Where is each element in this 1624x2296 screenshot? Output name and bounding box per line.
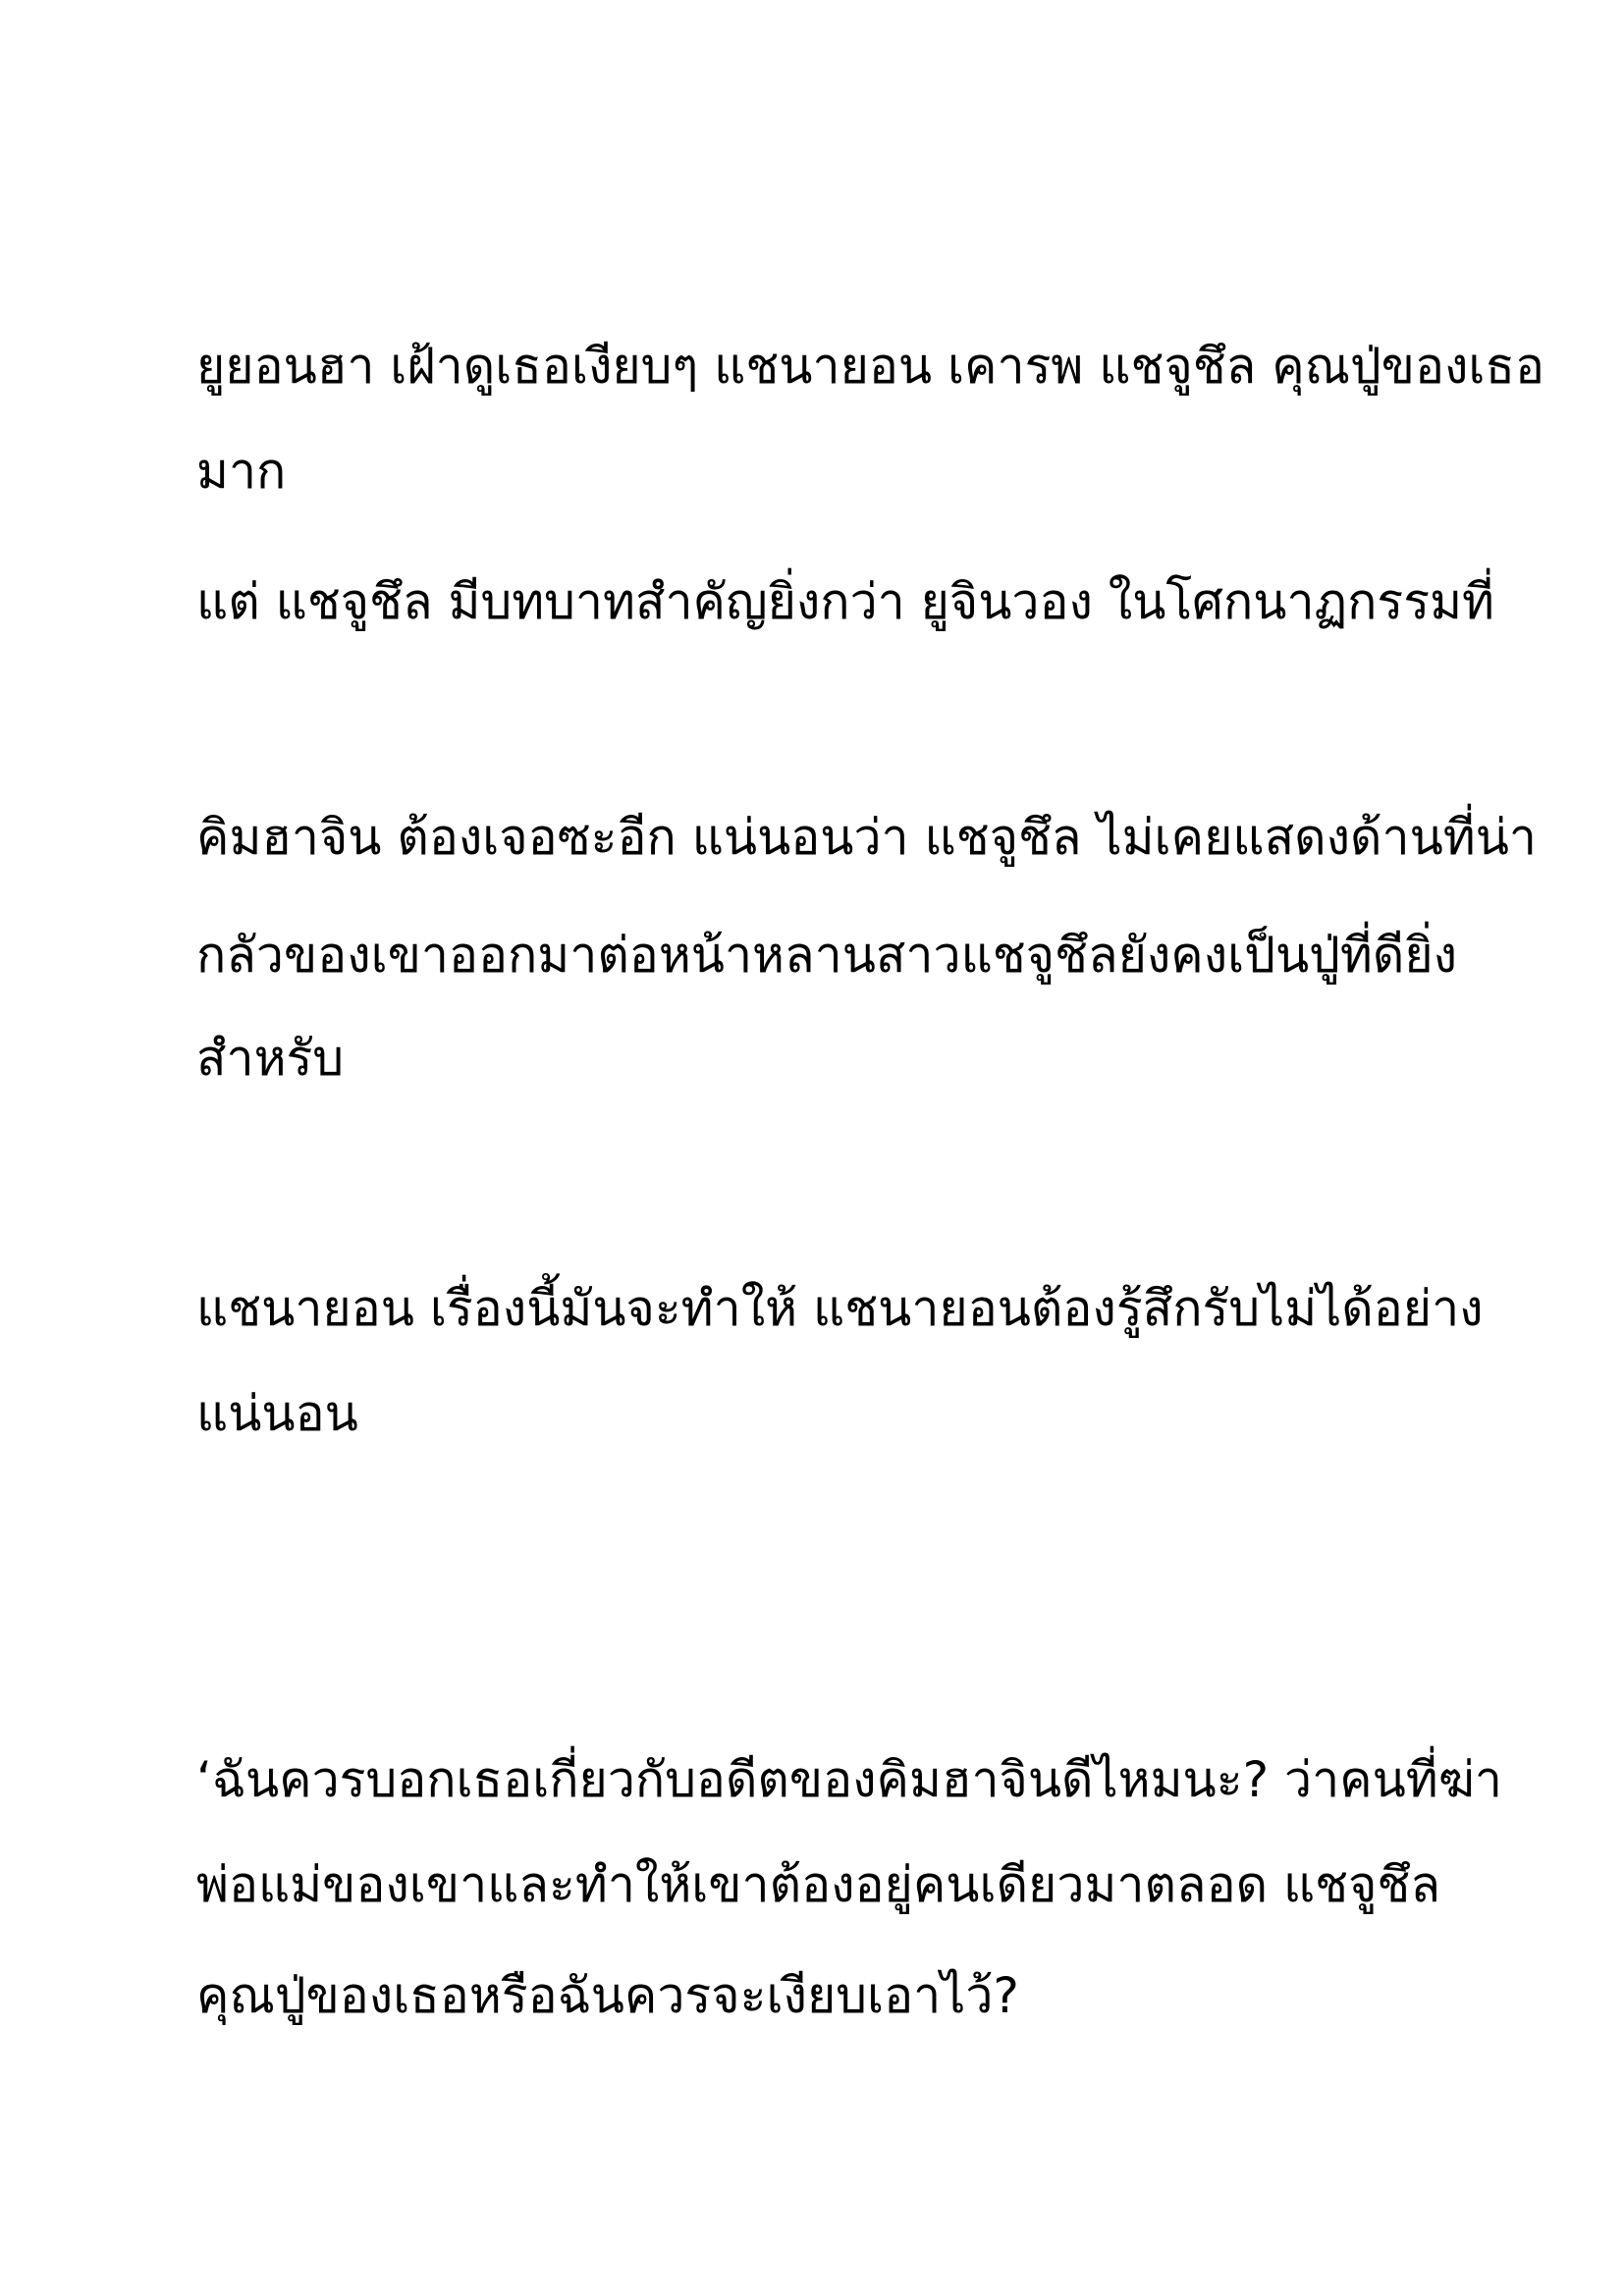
paragraph-5-line-2: พ่อแม่ของเขาและทำให้เขาต้องอยู่คนเดียวมาตลอด แชจูชึล: [196, 1856, 1440, 1913]
paragraph-3-line-2: กลัวของเขาออกมาต่อหน้าหลานสาวแชจูชึลยังคงเป็นปู่ที่ดียิ่ง: [196, 927, 1458, 984]
paragraph-4-line-1: แชนายอน เรื่องนี้มันจะทำให้ แชนายอนต้องรู้สึกรับไม่ได้อย่าง: [196, 1280, 1484, 1337]
paragraph-1-line-1: ยูยอนฮา เฝ้าดูเธอเงียบๆ แชนายอน เคารพ แชจูชึล คุณปู่ของเธอ: [196, 338, 1545, 395]
paragraph-1-line-2: มาก: [196, 443, 287, 500]
paragraph-3-line-3: สำหรับ: [196, 1030, 345, 1087]
paragraph-5-line-3: คุณปู่ของเธอหรือฉันควรจะเงียบเอาไว้?: [196, 1967, 1019, 2024]
paragraph-4-line-2: แน่นอน: [196, 1385, 358, 1442]
paragraph-5-line-1: ‘ฉันควรบอกเธอเกี่ยวกับอดีตของคิมฮาจินดีไหมนะ? ว่าคนที่ฆ่า: [196, 1751, 1502, 1808]
paragraph-2-line-1: แต่ แชจูชึล มีบทบาทสำคัญยิ่งกว่า ยูจินวอง ในโศกนาฏกรรมที่: [196, 573, 1494, 630]
paragraph-3-line-1: คิมฮาจิน ต้องเจอซะอีก แน่นอนว่า แชจูชึล ไม่เคยแสดงด้านที่น่า: [196, 809, 1537, 866]
